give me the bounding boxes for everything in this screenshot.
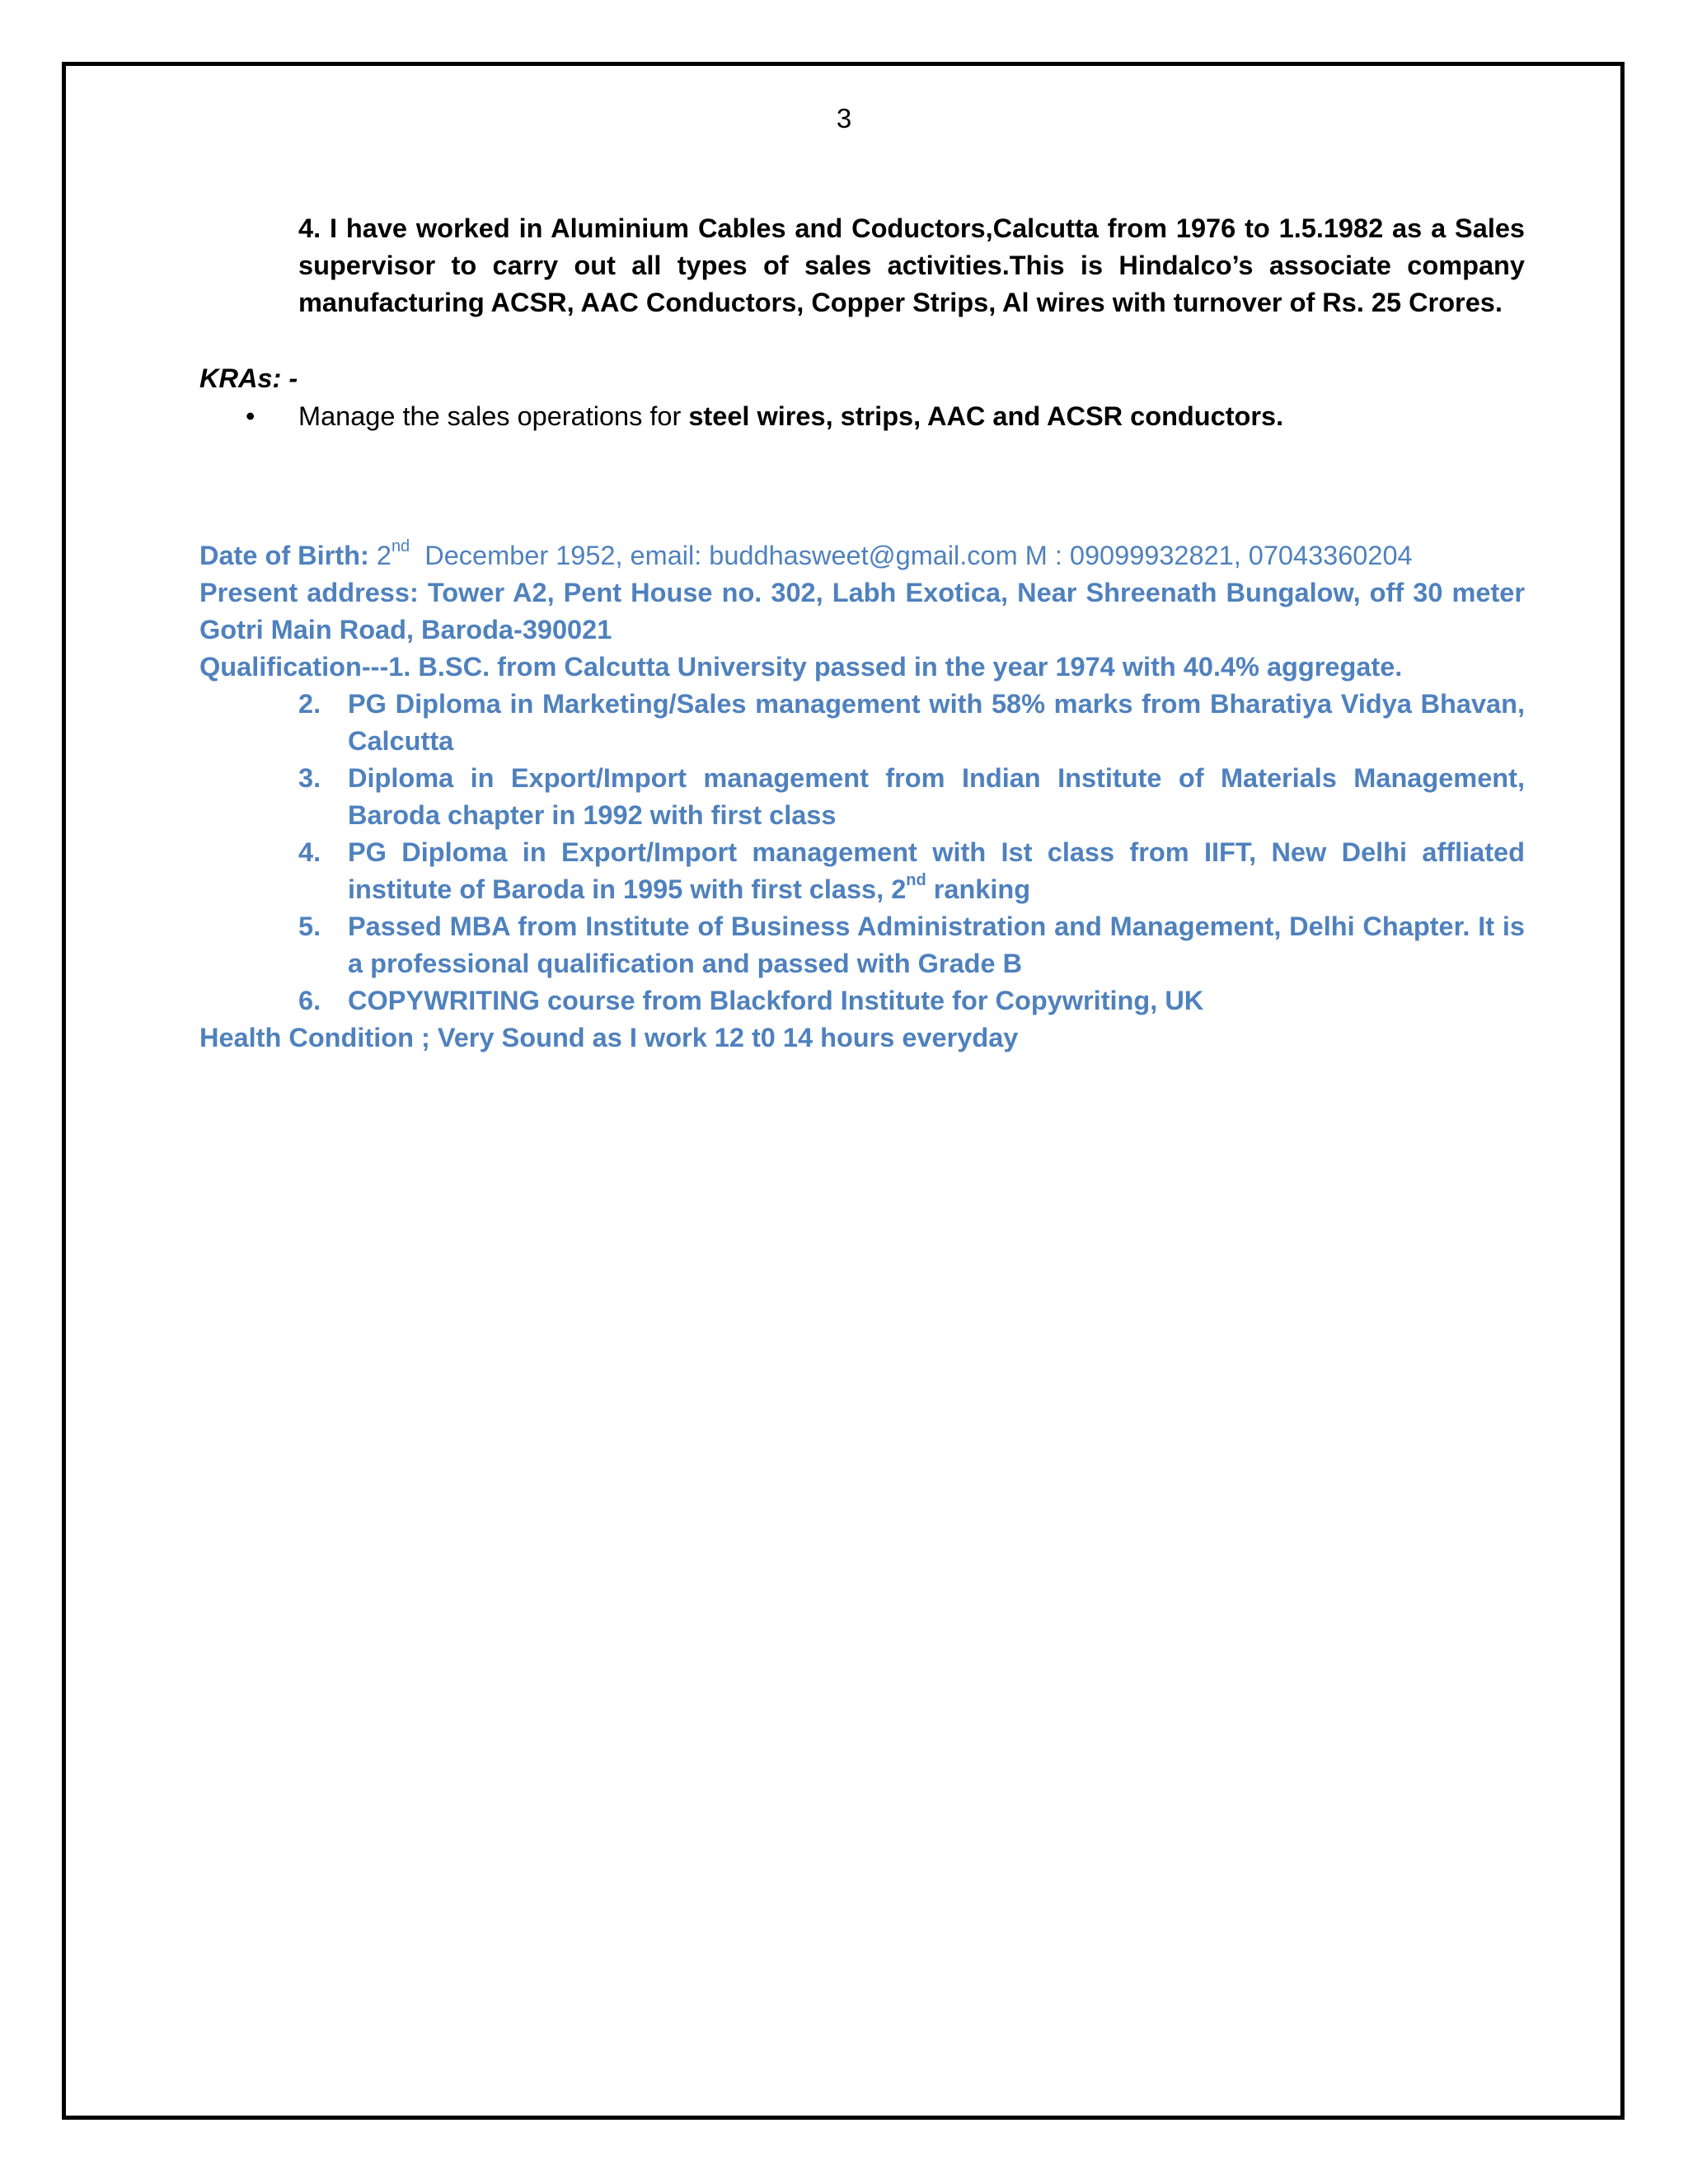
qualification-number: 4. — [298, 837, 321, 867]
kras-label: KRAs: - — [199, 363, 298, 393]
date-of-birth-line — [199, 537, 1413, 574]
dob-label: Date of Birth: — [199, 541, 369, 570]
qualification-text-after: ranking — [926, 874, 1031, 904]
qualification-number: 5. — [298, 912, 321, 941]
kras-item-text — [298, 398, 1283, 435]
qualification-item — [298, 982, 1525, 1019]
qualification-item — [298, 908, 1525, 982]
qualification-text: Passed MBA from Institute of Business Administration and Management, Delhi Chapter. It is a professional qualification and passed with Grade B — [348, 912, 1525, 978]
qualification-number: 3. — [298, 763, 321, 793]
qualification-text: PG Diploma in Marketing/Sales management with 58% marks from Bharatiya Vidya Bhavan, Calcutta — [348, 689, 1525, 756]
qualification-number: 2. — [298, 689, 321, 719]
present-address: Present address: Tower A2, Pent House no. 302, Labh Exotica, Near Shreenath Bungalow, off 30 meter Gotri Main Road, Baroda-390021 — [199, 578, 1525, 644]
qualification-number: 6. — [298, 986, 321, 1015]
qualification-text: COPYWRITING course from Blackford Institute for Copywriting, UK — [348, 986, 1204, 1015]
bullet-icon: • — [246, 401, 256, 431]
kras-item-bold: steel wires, strips, AAC and ACSR conductors. — [688, 401, 1284, 431]
dob-contact-details: December 1952, email: buddhasweet@gmail.com M : 09099932821, 07043360204 — [424, 541, 1413, 570]
health-condition: Health Condition ; Very Sound as I work 12 t0 14 hours everyday — [199, 1023, 1019, 1052]
qualification-text-before: PG Diploma in Export/Import management with Ist class from IIFT, New Delhi affliated institute of Baroda in 1995 with first class, 2 — [348, 837, 1525, 904]
qualification-item — [298, 686, 1525, 760]
qualification-list — [298, 686, 1525, 1019]
dob-day-suffix: nd — [391, 537, 410, 556]
dob-day: 2 — [376, 541, 392, 570]
page-number: 3 — [836, 103, 852, 134]
qualification-item — [298, 760, 1525, 834]
qualification-suffix: nd — [906, 871, 926, 890]
qualification-text: Diploma in Export/Import management from Indian Institute of Materials Management, Baroda chapter in 1992 with first class — [348, 763, 1525, 830]
qualification-item — [298, 834, 1525, 908]
kras-item-plain: Manage the sales operations for — [298, 401, 689, 431]
qualification-line: Qualification---1. B.SC. from Calcutta University passed in the year 1974 with 40.4% aggregate. — [199, 652, 1403, 682]
experience-paragraph: 4. I have worked in Aluminium Cables and Coductors,Calcutta from 1976 to 1.5.1982 as a Sales supervisor to carry out all types of sales activities.This is Hindalco’s associate company manufacturing ACSR, AAC Conductors, Copper Strips, Al wires with turnover of Rs. 25 Crores. — [298, 213, 1525, 317]
